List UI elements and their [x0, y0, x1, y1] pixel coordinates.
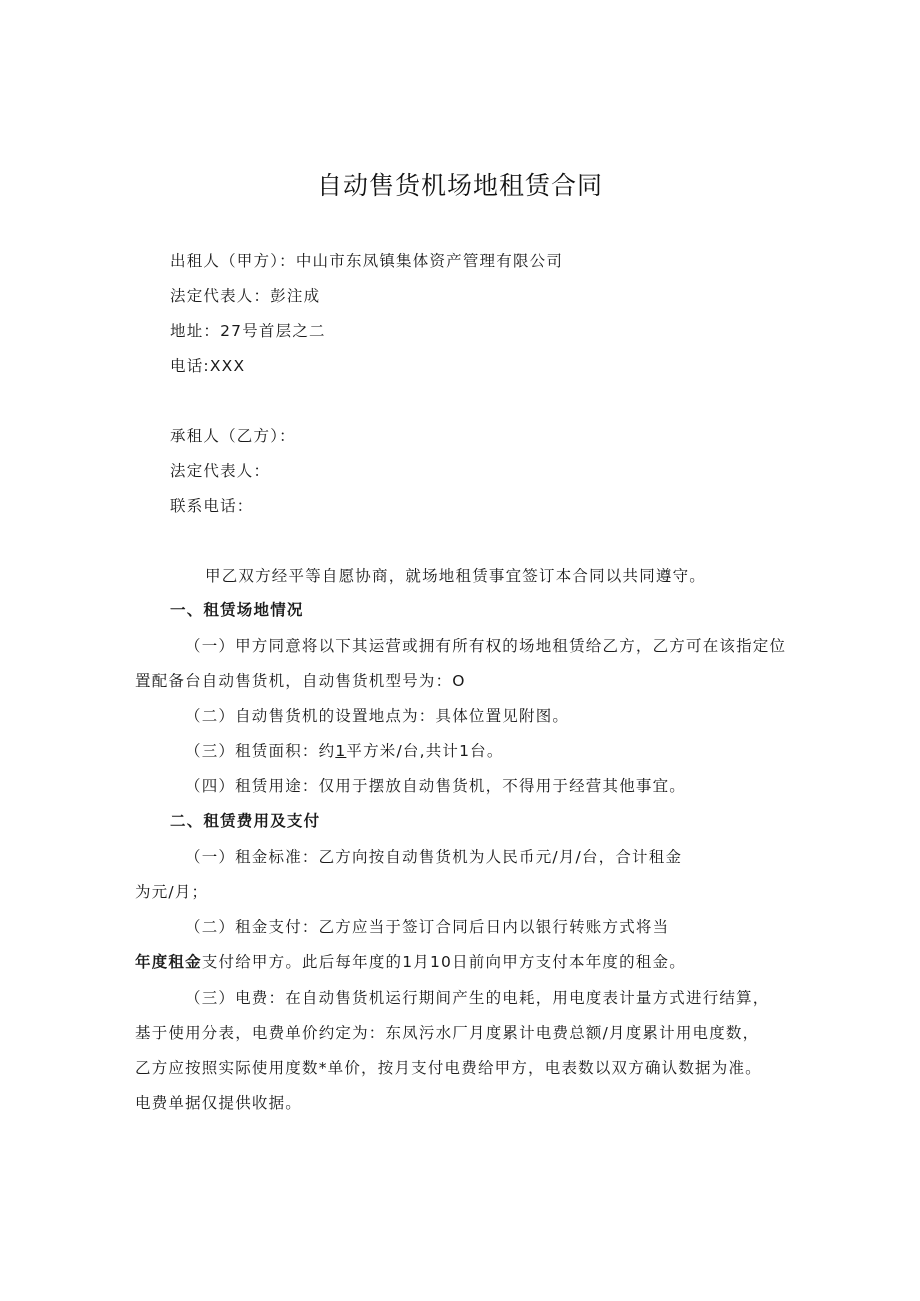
lessor-address: 地址：27号首层之二: [170, 322, 326, 340]
section-1-item-3-prefix: （三）租赁面积：约: [185, 742, 336, 760]
lessee-name: 承租人（乙方）：: [170, 427, 296, 445]
section-1-item-3: [185, 740, 504, 762]
document-title: 自动售货机场地租赁合同: [316, 171, 603, 200]
section-2-item-1-line-1: （一）租金标准：乙方向按自动售货机为人民币元/月/台，合计租金: [185, 848, 683, 866]
section-1-item-2: （二）自动售货机的设置地点为：具体位置见附图。: [185, 707, 570, 725]
section-2-item-2-line-1: （二）租金支付：乙方应当于签订合同后日内以银行转账方式将当: [185, 918, 670, 936]
lessee-phone: 联系电话：: [170, 497, 254, 515]
area-value: 1: [335, 742, 347, 760]
lessee-representative: 法定代表人：: [170, 462, 271, 480]
section-2-item-2-line-2: [135, 951, 686, 973]
section-1-item-3-suffix: 平方米/台,共计1台。: [346, 742, 504, 760]
section-2-item-3-line-4: 电费单据仅提供收据。: [135, 1094, 303, 1112]
section-1-item-1-line-2: 置配备台自动售货机，自动售货机型号为：O: [135, 672, 466, 690]
section-1-heading: 一、租赁场地情况: [170, 601, 304, 619]
lessor-representative: 法定代表人：彭注成: [170, 287, 321, 305]
section-1-item-1-line-1: （一）甲方同意将以下其运营或拥有所有权的场地租赁给乙方，乙方可在该指定位: [185, 637, 787, 655]
intro-paragraph: 甲乙双方经平等自愿协商，就场地租赁事宜签订本合同以共同遵守。: [205, 567, 707, 585]
section-2-item-2-rest: 支付给甲方。此后每年度的1月10日前向甲方支付本年度的租金。: [201, 953, 686, 971]
section-2-heading: 二、租赁费用及支付: [170, 812, 321, 830]
lessor-name: 出租人（甲方）：中山市东凤镇集体资产管理有限公司: [170, 252, 564, 270]
section-2-item-3-line-2: 基于使用分表，电费单价约定为：东凤污水厂月度累计电费总额/月度累计用电度数，: [135, 1024, 760, 1042]
section-2-item-3-line-3: 乙方应按照实际使用度数*单价，按月支付电费给甲方，电表数以双方确认数据为准。: [135, 1059, 762, 1077]
section-2-item-3-line-1: （三）电费：在自动售货机运行期间产生的电耗，用电度表计量方式进行结算，: [185, 989, 770, 1007]
section-1-item-4: （四）租赁用途：仅用于摆放自动售货机，不得用于经营其他事宜。: [185, 777, 687, 795]
section-2-item-1-line-2: 为元/月；: [135, 883, 209, 901]
lessor-phone: 电话:XXX: [170, 357, 246, 375]
annual-rent-term: 年度租金: [135, 953, 202, 971]
